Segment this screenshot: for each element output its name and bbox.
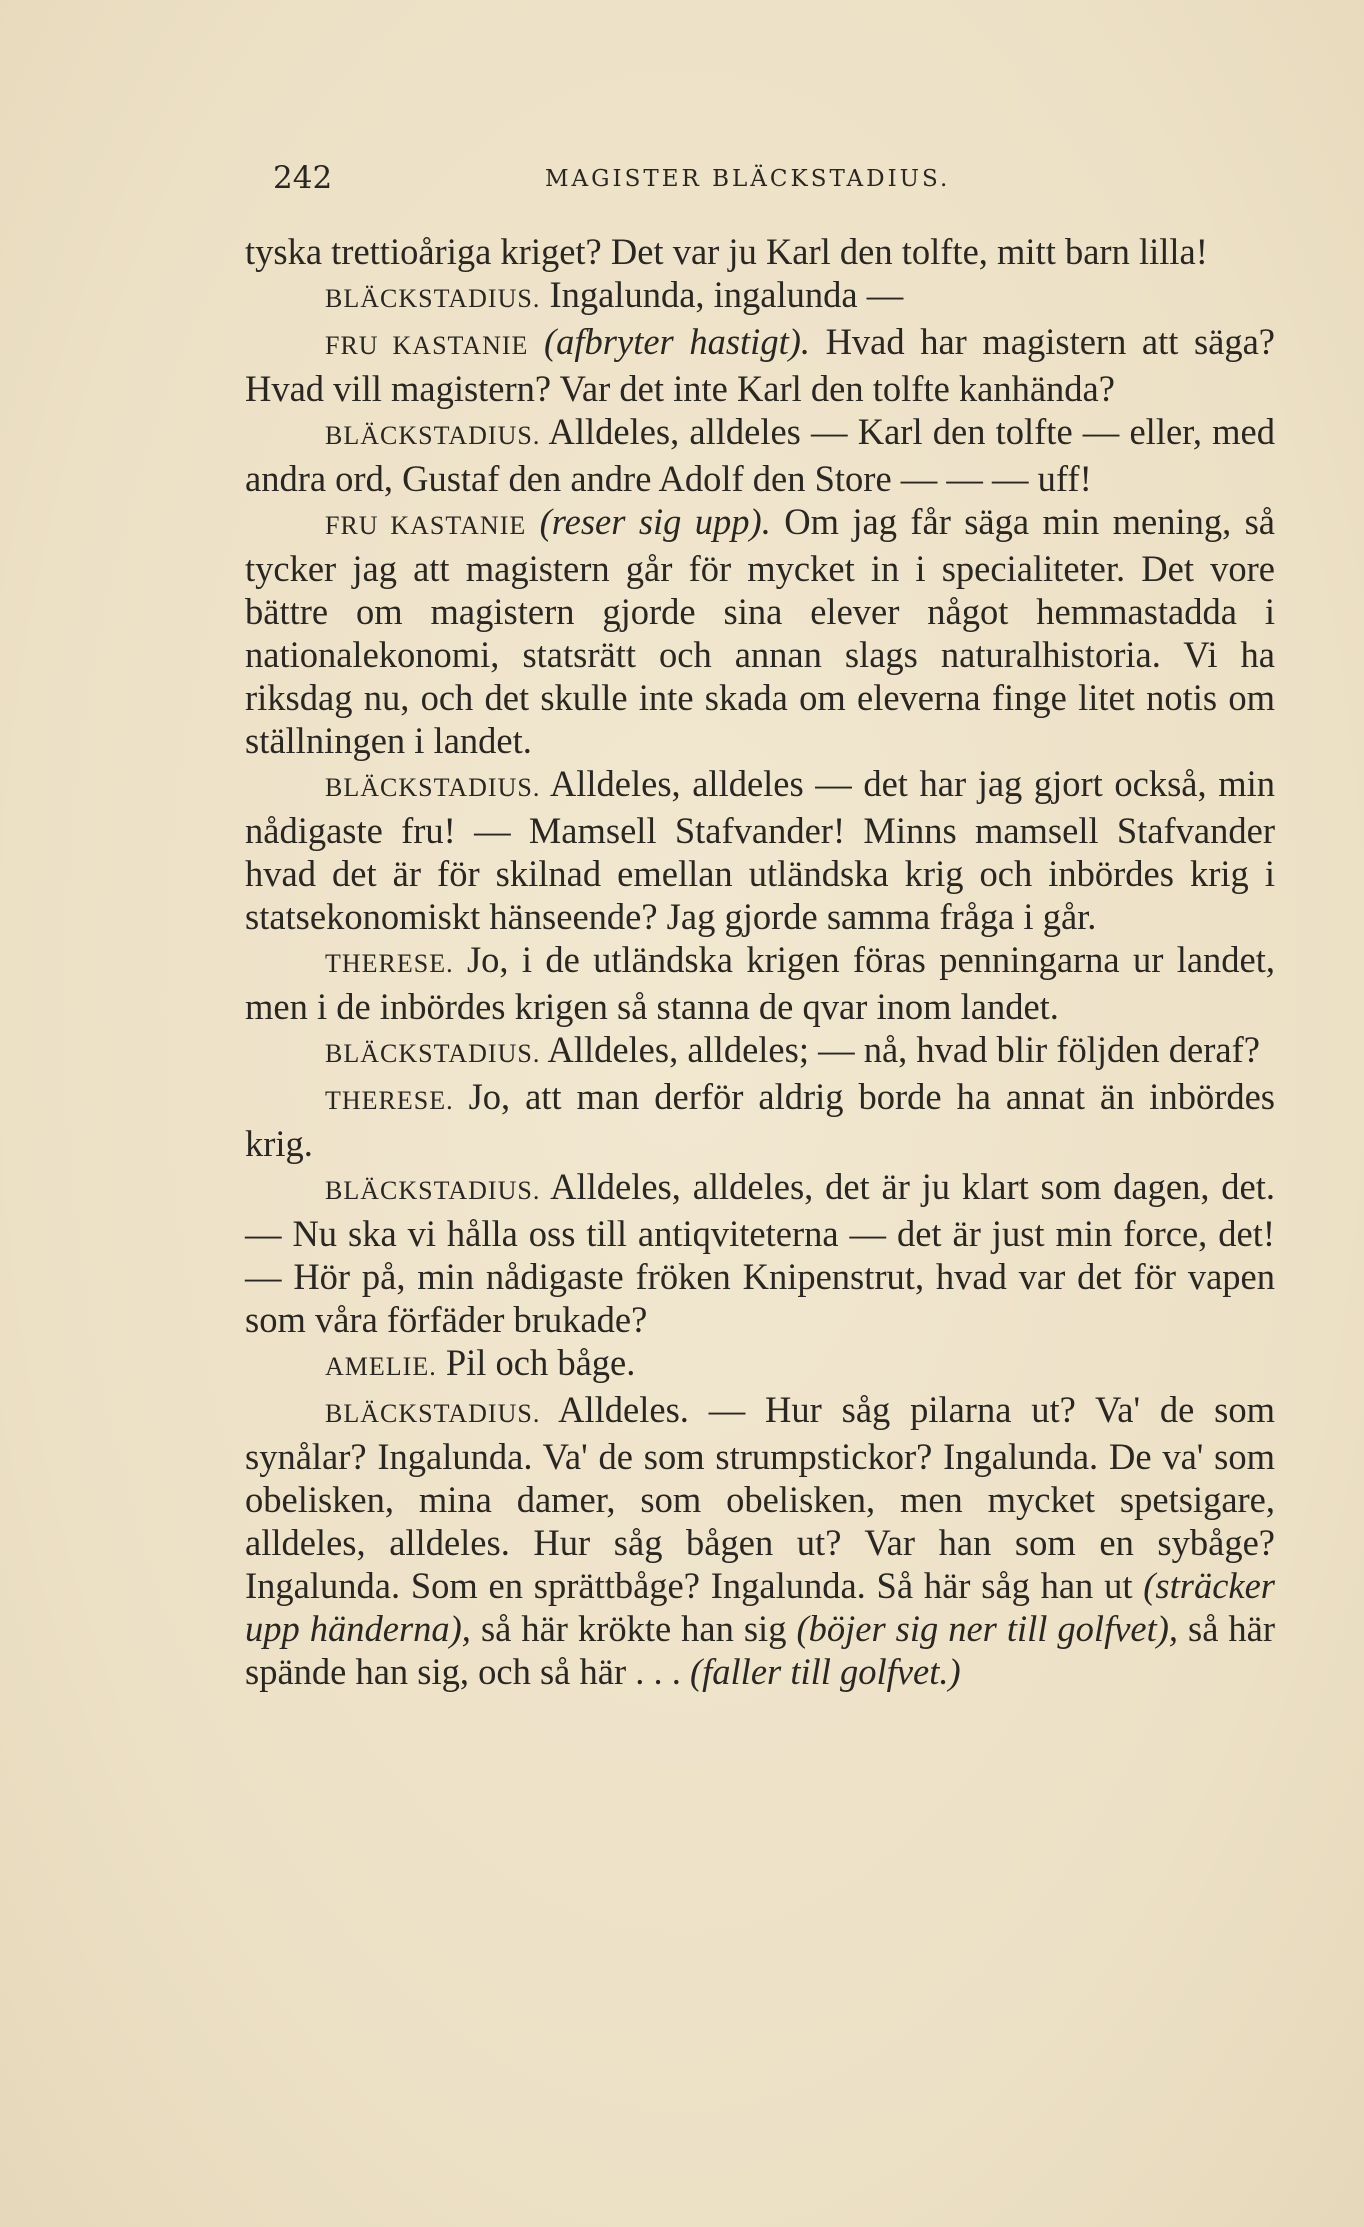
speaker-name: BLÄCKSTADIUS. (325, 773, 541, 802)
paragraph: BLÄCKSTADIUS. Alldeles, alldeles, det är ju klart som dagen, det. — Nu ska vi hålla oss till antiqviteterna — det är just min force, det! — Hör på, min nådigaste fröken Knipenstrut, hvad var det för vapen som våra förfäder brukade? (245, 1166, 1275, 1340)
paragraph: BLÄCKSTADIUS. Alldeles. — Hur såg pilarna ut? Va' de som synålar? Ingalunda. Va' de som strumpstickor? Ingalunda. De va' som obelisken, mina damer, som obelisken, men mycket spetsigare, alldeles, alldeles. Hur såg bågen ut? Var han som en sybåge? Ingalunda. Som en sprättbåge? Ingalunda. Så här såg han ut (sträcker upp händerna), så här krökte han sig (böjer sig ner till golfvet), så här spände han sig, och så här . . . (faller till golfvet.) (245, 1389, 1276, 1692)
page-body (245, 230, 1275, 1693)
speaker-name: BLÄCKSTADIUS. (325, 421, 541, 450)
speaker-name: BLÄCKSTADIUS. (325, 1176, 541, 1205)
stage-direction: (afbryter hastigt). (544, 321, 810, 362)
paragraph: BLÄCKSTADIUS. Alldeles, alldeles; — nå, hvad blir följden deraf? (325, 1029, 1260, 1070)
speaker-name: FRU KASTANIE (325, 331, 529, 360)
page-number: 242 (273, 160, 333, 196)
speaker-name: AMELIE. (325, 1352, 437, 1381)
speaker-name: FRU KASTANIE (325, 511, 527, 540)
speaker-name: THERESE. (325, 949, 454, 978)
stage-direction: (reser sig upp). (539, 501, 771, 542)
speaker-name: BLÄCKSTADIUS. (325, 284, 541, 313)
paragraph: BLÄCKSTADIUS. Alldeles, alldeles — det har jag gjort också, min nådigaste fru! — Mamsell Stafvander! Minns mamsell Stafvander hvad det är för skilnad emellan utländska krig och inbördes krig i statsekonomiskt hänseende? Jag gjorde samma fråga i går. (245, 763, 1275, 937)
paragraph: THERESE. Jo, att man derför aldrig borde ha annat än inbördes krig. (245, 1076, 1276, 1164)
paragraph: BLÄCKSTADIUS. Alldeles, alldeles — Karl den tolfte — eller, med andra ord, Gustaf den andre Adolf den Store — — — uff! (245, 411, 1275, 499)
speaker-name: THERESE. (325, 1086, 454, 1115)
speaker-name: BLÄCKSTADIUS. (325, 1039, 541, 1068)
speaker-name: BLÄCKSTADIUS. (325, 1399, 541, 1428)
paragraph: FRU KASTANIE (reser sig upp). Om jag får säga min mening, så tycker jag att magistern går för mycket in i specialiteter. Det vore bättre om magistern gjorde sina elever något hemmastadda i nationalekonomi, statsrätt och annan slags naturalhistoria. Vi ha riksdag nu, och det skulle inte skada om eleverna finge litet notis om ställningen i landet. (245, 501, 1276, 761)
paragraph: BLÄCKSTADIUS. Ingalunda, ingalunda — (325, 274, 904, 315)
paragraph: AMELIE. Pil och båge. (325, 1342, 636, 1383)
paragraph: FRU KASTANIE (afbryter hastigt). Hvad har magistern att säga? Hvad vill magistern? Var det inte Karl den tolfte kanhända? (245, 321, 1276, 409)
stage-direction: (sträcker upp händerna), (245, 1565, 1275, 1649)
running-title: MAGISTER BLÄCKSTADIUS. (545, 166, 951, 192)
stage-direction: (faller till golfvet.) (690, 1651, 961, 1692)
paragraph: THERESE. Jo, i de utländska krigen föras penningarna ur landet, men i de inbördes krigen så stanna de qvar inom landet. (245, 939, 1275, 1027)
page-header (245, 160, 1274, 200)
paragraph: tyska trettioåriga kriget? Det var ju Karl den tolfte, mitt barn lilla! (245, 231, 1208, 272)
stage-direction: (böjer sig ner till golfvet), (796, 1608, 1179, 1649)
